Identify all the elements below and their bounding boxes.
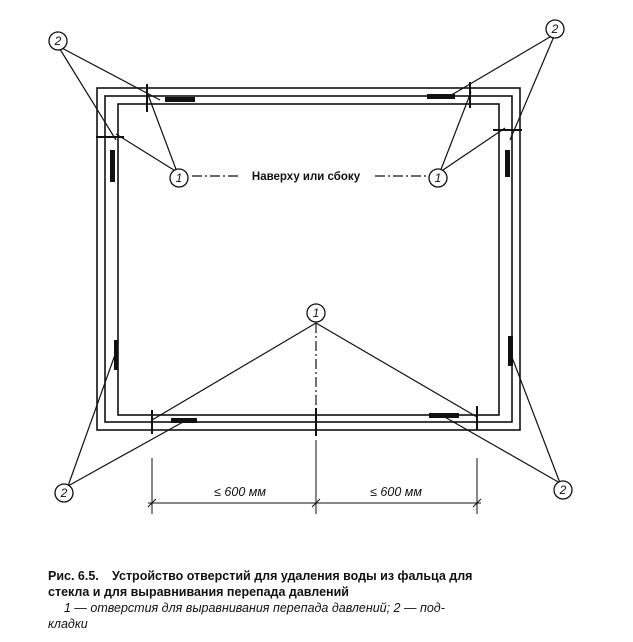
block-right-top: [505, 150, 510, 177]
figure-number: Рис. 6.5.: [48, 569, 99, 583]
figure-caption: [48, 568, 618, 600]
frame-outer: [97, 88, 520, 430]
block-bottom-left: [171, 418, 197, 423]
block-left-top: [110, 150, 115, 182]
marker-2-bottom-right: 2: [559, 483, 567, 497]
marker-1-center: 1: [312, 306, 320, 320]
marker-1-top-right: 1: [434, 171, 442, 185]
legend-line1: 1 — отверстия для выравнивания перепада давлений; 2 — под-: [64, 601, 445, 615]
marker-1-top-left: 1: [175, 171, 183, 185]
center-label: Наверху или сбоку: [251, 171, 361, 183]
marker-2-bottom-left: 2: [60, 486, 68, 500]
block-top-left: [165, 97, 195, 102]
block-right-bottom: [508, 336, 513, 366]
dim-label-right: ≤ 600 мм: [370, 485, 422, 499]
frame-inner: [118, 104, 499, 415]
legend-line2: кладки: [48, 617, 88, 631]
marker-2-top-left: 2: [54, 34, 62, 48]
marker-2-top-right: 2: [551, 22, 559, 36]
figure-legend: [48, 600, 618, 632]
dim-label-left: ≤ 600 мм: [214, 485, 266, 499]
caption-title-line1: Устройство отверстий для удаления воды из фальца для: [112, 569, 473, 583]
caption-title-line2: стекла и для выравнивания перепада давлений: [48, 585, 349, 599]
